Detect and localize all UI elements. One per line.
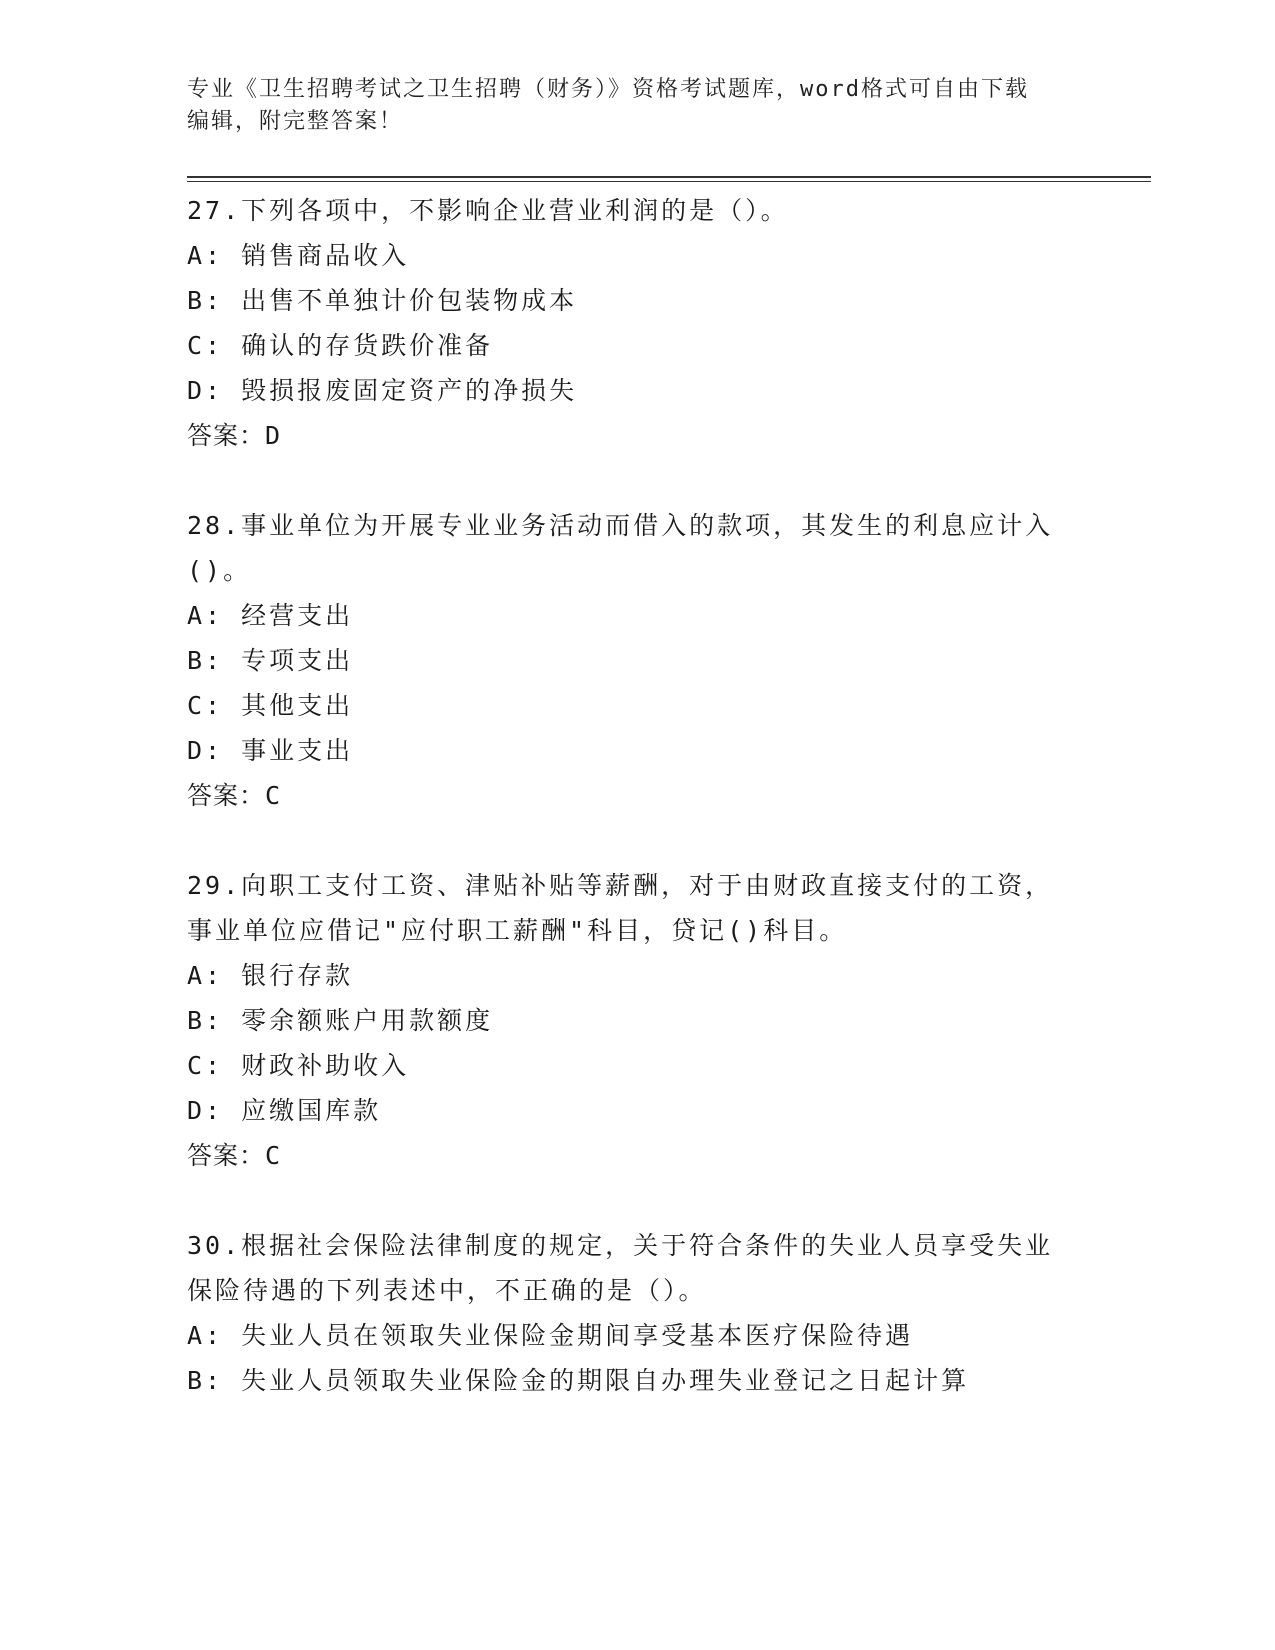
question-text: 29.向职工支付工资、津贴补贴等薪酬，对于由财政直接支付的工资，: [187, 871, 1054, 900]
header-line-2: 编辑，附完整答案！: [187, 109, 404, 134]
option-c: C: 其他支出: [187, 691, 354, 720]
question-29: [187, 863, 1087, 1178]
question-30: [187, 1223, 1087, 1403]
question-text: 27.下列各项中，不影响企业营业利润的是（）。: [187, 196, 789, 225]
option-b: B: 专项支出: [187, 646, 354, 675]
question-text: 30.根据社会保险法律制度的规定，关于符合条件的失业人员享受失业: [187, 1231, 1054, 1260]
option-c: C: 财政补助收入: [187, 1051, 410, 1080]
option-b: B: 零余额账户用款额度: [187, 1006, 494, 1035]
option-d: D: 毁损报废固定资产的净损失: [187, 376, 578, 405]
option-b: B: 失业人员领取失业保险金的期限自办理失业登记之日起计算: [187, 1366, 970, 1395]
answer-label: 答案：C: [187, 1141, 282, 1170]
question-list: [187, 188, 1087, 1448]
answer-label: 答案：C: [187, 781, 282, 810]
question-text-continued: 事业单位应借记"应付职工薪酬"科目，贷记()科目。: [187, 916, 848, 945]
question-27: [187, 188, 1087, 458]
answer-label: 答案：D: [187, 421, 282, 450]
question-text: 28.事业单位为开展专业业务活动而借入的款项，其发生的利息应计入: [187, 511, 1054, 540]
option-a: A: 失业人员在领取失业保险金期间享受基本医疗保险待遇: [187, 1321, 914, 1350]
option-b: B: 出售不单独计价包装物成本: [187, 286, 578, 315]
option-a: A: 经营支出: [187, 601, 354, 630]
question-text-continued: ()。: [187, 556, 252, 585]
option-a: A: 销售商品收入: [187, 241, 410, 270]
question-28: [187, 503, 1087, 818]
header-line-1: 专业《卫生招聘考试之卫生招聘（财务）》资格考试题库，word格式可自由下载: [187, 77, 1029, 102]
option-d: D: 事业支出: [187, 736, 354, 765]
option-a: A: 银行存款: [187, 961, 354, 990]
option-c: C: 确认的存货跌价准备: [187, 331, 494, 360]
document-header: [187, 74, 1087, 138]
question-text-continued: 保险待遇的下列表述中，不正确的是（）。: [187, 1276, 707, 1305]
header-divider: [187, 176, 1151, 182]
option-d: D: 应缴国库款: [187, 1096, 382, 1125]
